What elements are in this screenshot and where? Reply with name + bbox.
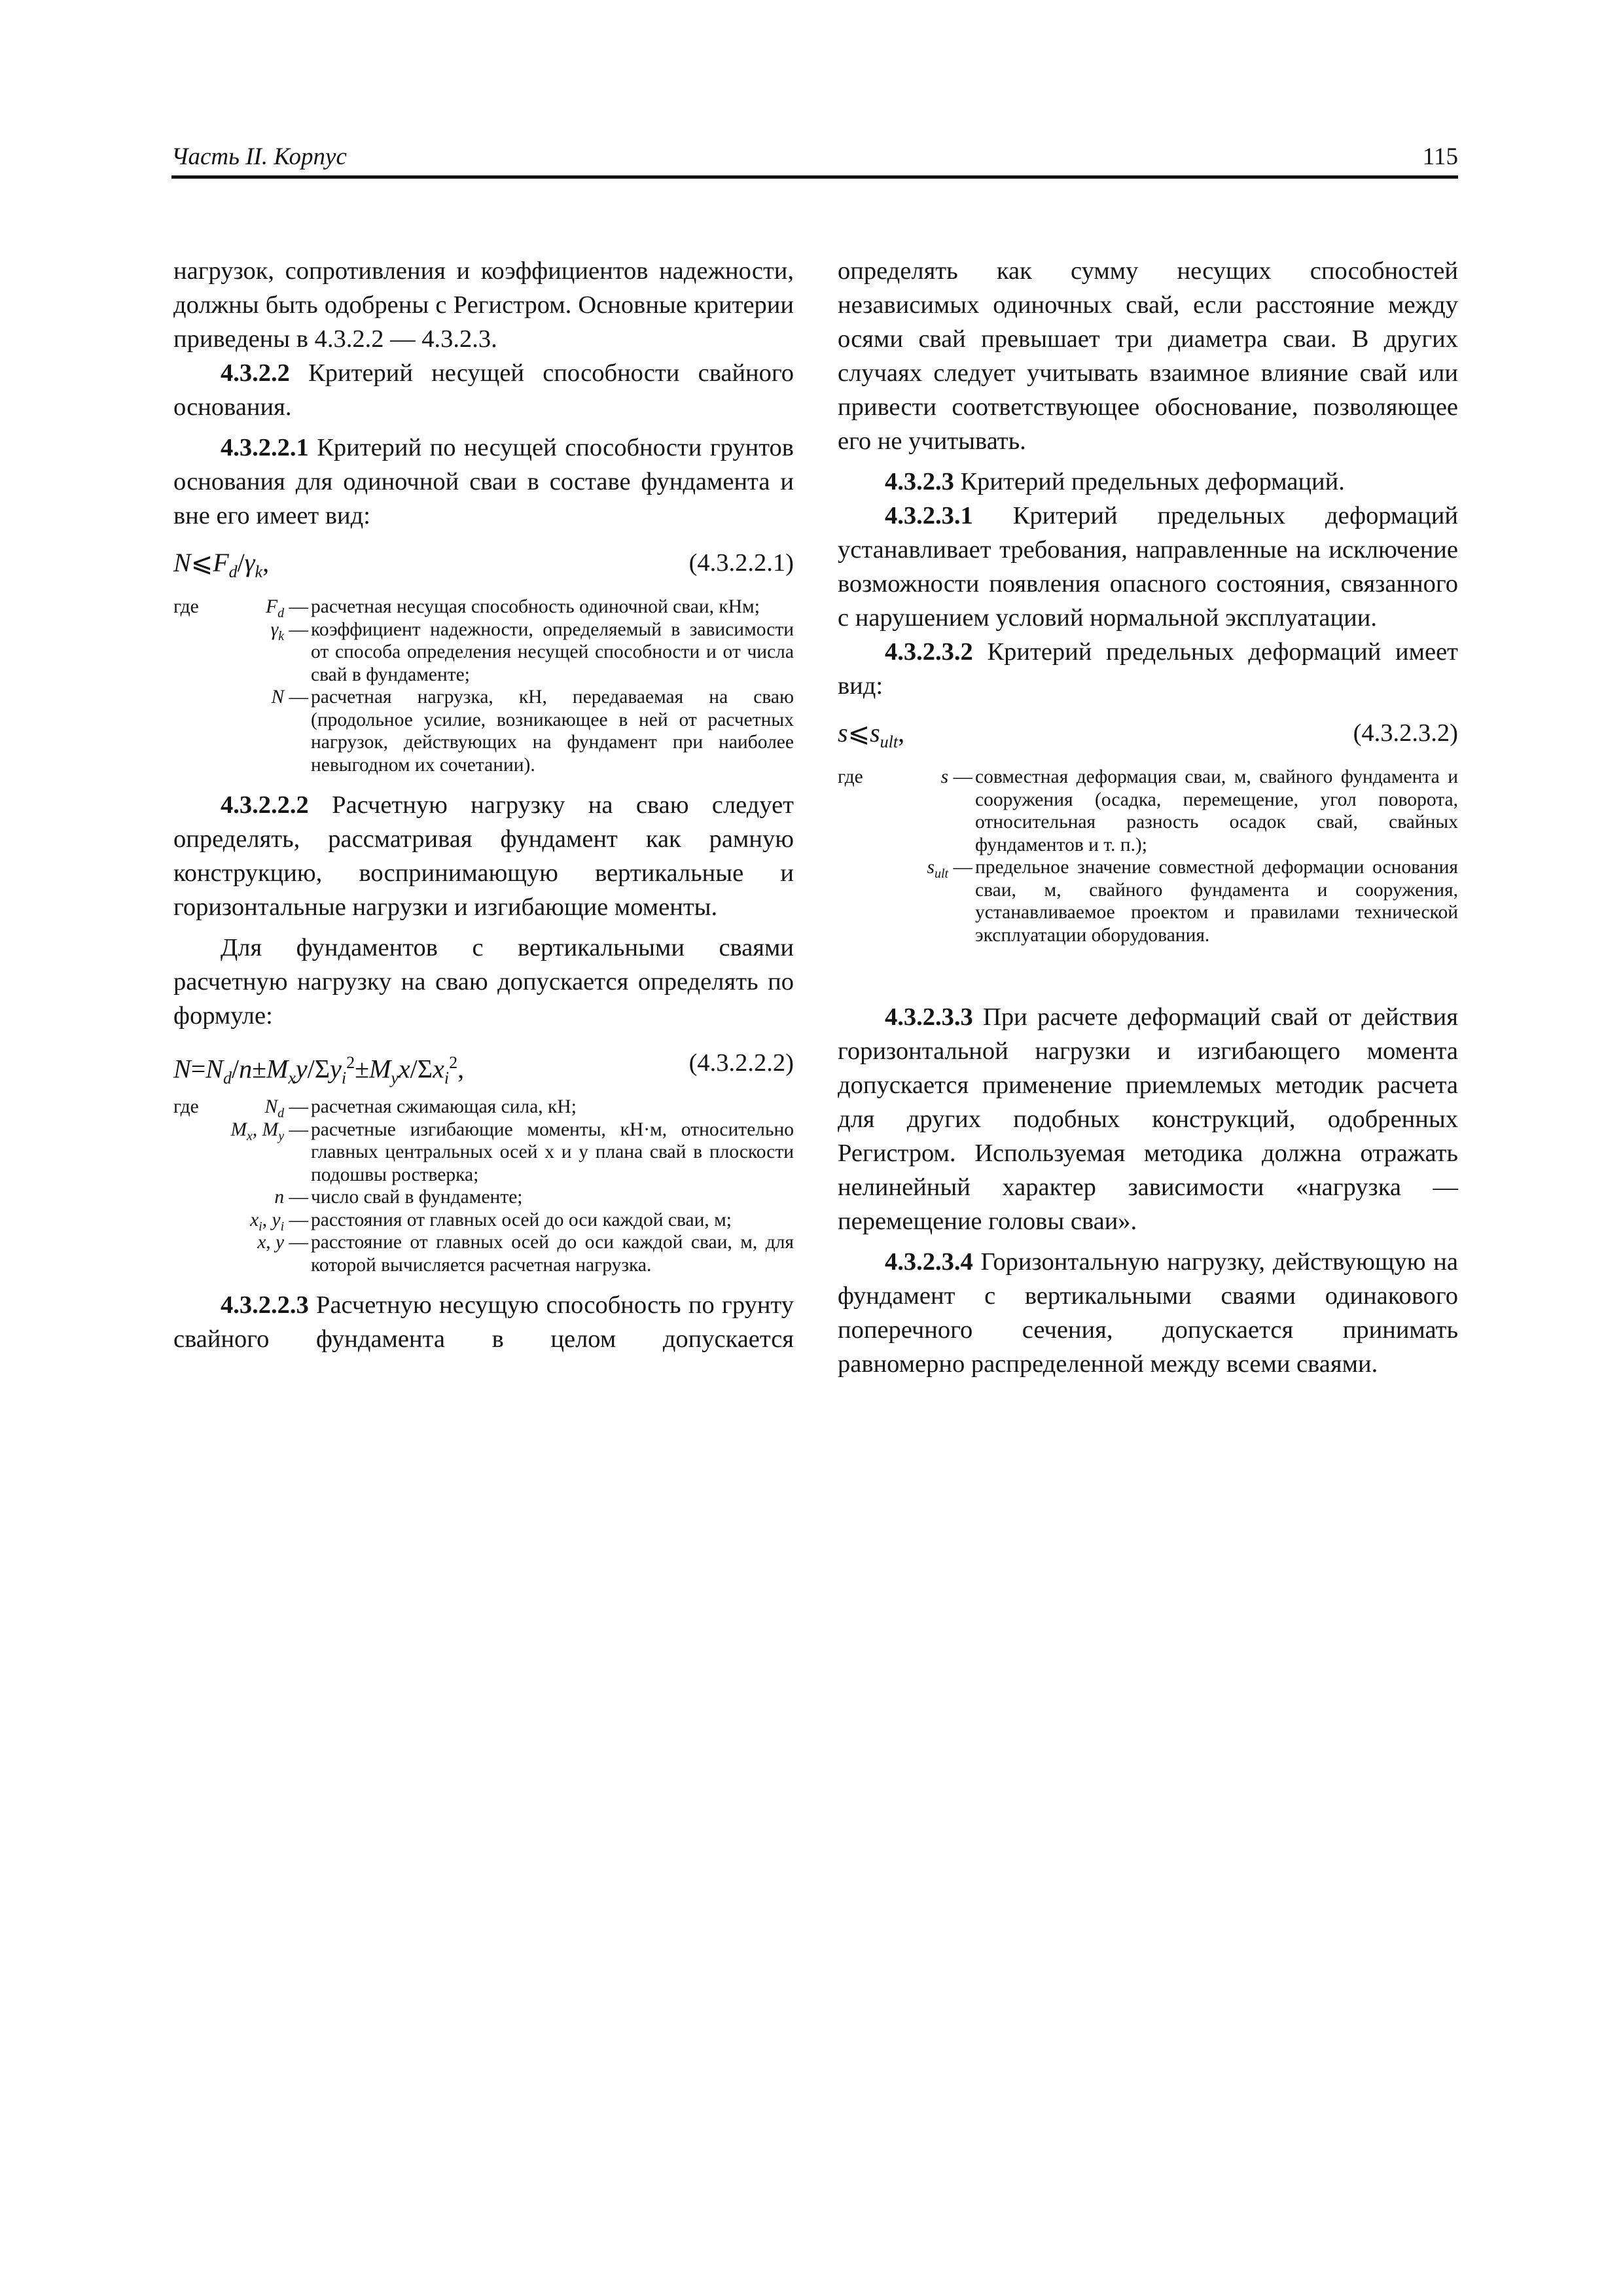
paragraph-text: Критерий предельных деформаций устанавливает требования, направленные на исключение возможности появления опасного состояния, связанного с нарушением условий нормальной эксплуатации.: [838, 502, 1458, 632]
paragraph: [838, 1245, 1458, 1381]
definition-text: расчетная сжимающая сила, кН;: [311, 1096, 577, 1117]
definition-symbol: $\gamma_k$ —: [270, 619, 308, 643]
paragraph: [838, 1000, 1458, 1238]
paragraph: нагрузок, сопротивления и коэффициентов надежности, должны быть одобрены с Регистром. Основные критерии приведены в 4.3.2.2 — 4.3.2.3.: [173, 257, 794, 353]
definition-symbol: s —: [940, 766, 972, 787]
where-label: где: [173, 1096, 199, 1117]
where-label: где: [173, 596, 199, 617]
definition-item: [173, 1231, 794, 1276]
formula-4-3-2-2-2: [173, 1046, 794, 1088]
formula-number: (4.3.2.3.2): [1353, 719, 1458, 747]
formula-expression: $N=N_d/n\pm M_xy/\Sigma y_i^2\pm M_yx/\Sigma x_i^2$,: [173, 1053, 465, 1088]
paragraph-text: Расчетную несущую способность по грунту свайного фундамента в целом допускается: [173, 1291, 794, 1353]
paragraph: [173, 1288, 794, 1356]
definition-item: [838, 766, 1458, 856]
paragraph-text: Горизонтальную нагрузку, действующую на фундамент с вертикальными сваями одинакового поперечного сечения, допускается принимать равномерно распределенной между всеми сваями.: [838, 1248, 1458, 1378]
paragraph: определять как сумму несущих способностей независимых одиночных свай, если расстояние между осями свай превышает три диаметра сваи. В других случаях следует учитывать взаимное влияние свай или привести соответствующее обоснование, позволяющее его не учитывать.: [838, 257, 1458, 455]
right-column: [838, 254, 1458, 1381]
definitions-list: [838, 766, 1458, 946]
section-number: 4.3.2.3.4: [885, 1248, 973, 1276]
definition-text: число свай в фундаменте;: [311, 1187, 523, 1208]
definition-text: совместная деформация сваи, м, свайного фундамента и сооружения (осадка, перемещение, угол поворота, относительная разность осадок свай, свайных фундаментов и т. п.);: [975, 766, 1458, 855]
formula-expression: $N⩽F_d/\gamma_k$,: [173, 548, 270, 581]
paragraph-text: Критерий несущей способности свайного основания.: [173, 359, 794, 421]
definition-text: расстояние от главных осей до оси каждой сваи, м, для которой вычисляется расчетная нагрузка.: [311, 1232, 794, 1276]
definition-symbol: N —: [271, 687, 308, 708]
definition-symbol: $x_i$, $y_i$ —: [250, 1209, 308, 1234]
paragraph-text: Критерий предельных деформаций имеет вид:: [838, 638, 1458, 700]
definition-symbol: x, y —: [257, 1232, 308, 1253]
definition-text: предельное значение совместной деформации основания сваи, м, свайного фундамента и сооружения, устанавливаемое проектом и правилами технической эксплуатации оборудования.: [975, 857, 1458, 946]
definition-item: [838, 856, 1458, 946]
section-number: 4.3.2.2.2: [221, 791, 309, 819]
definition-symbol: $M_x$, $M_y$ —: [230, 1119, 308, 1143]
section-number: 4.3.2.2: [221, 359, 290, 387]
paragraph: [173, 356, 794, 424]
paragraph-text: Критерий по несущей способности грунтов основания для одиночной сваи в составе фундамента и вне его имеет вид:: [173, 434, 794, 529]
definition-symbol: $s_{ult}$ —: [927, 857, 972, 881]
definitions-list: [173, 596, 794, 776]
page-number: 115: [1422, 143, 1458, 170]
formula-number: (4.3.2.2.1): [688, 549, 794, 577]
paragraph: [173, 788, 794, 924]
section-number: 4.3.2.3.3: [885, 1003, 973, 1031]
definition-text: коэффициент надежности, определяемый в зависимости от способа определения несущей способности и от числа свай в фундаменте;: [311, 619, 794, 685]
definitions-list: [173, 1096, 794, 1276]
definition-item: [173, 686, 794, 776]
definition-text: расчетные изгибающие моменты, кН·м, относительно главных центральных осей x и y плана свай в плоскости подошвы ростверка;: [311, 1119, 794, 1185]
paragraph: Для фундаментов с вертикальными сваями расчетную нагрузку на сваю допускается определять по формуле:: [173, 934, 794, 1030]
definition-item: [173, 1186, 794, 1209]
definition-symbol: $N_d$ —: [264, 1096, 308, 1121]
definition-text: расчетная нагрузка, кН, передаваемая на сваю (продольное усилие, возникающее в ней от расчетных нагрузок, действующих на фундамент при наиболее невыгодном их сочетании).: [311, 687, 794, 776]
formula-4-3-2-2-1: [173, 546, 794, 584]
definition-item: [173, 1096, 794, 1119]
formula-4-3-2-3-2: [838, 716, 1458, 754]
definition-item: [173, 1209, 794, 1232]
definition-symbol: n —: [274, 1187, 308, 1208]
paragraph-text: Расчетную нагрузку на сваю следует определять, рассматривая фундамент как рамную конструкцию, воспринимающую вертикальные и горизонтальные нагрузки и изгибающие моменты.: [173, 791, 794, 921]
formula-expression: $s⩽s_{ult}$,: [838, 718, 905, 751]
definition-item: [173, 1119, 794, 1187]
paragraph: [838, 635, 1458, 703]
definition-item: [173, 596, 794, 619]
section-number: 4.3.2.3: [885, 468, 954, 495]
section-number: 4.3.2.3.1: [885, 502, 973, 529]
definition-symbol: $F_d$ —: [266, 596, 308, 620]
page-header-title: Часть II. Корпус: [171, 143, 347, 170]
formula-number: (4.3.2.2.2): [688, 1049, 794, 1077]
paragraph-text: При расчете деформаций свай от действия горизонтальной нагрузки и изгибающего момента допускается применение приемлемых методик расчета для других подобных конструкций, одобренных Регистром. Используемая методика должна отражать нелинейный характер зависимости «нагрузка — перемещение головы сваи».: [838, 1003, 1458, 1235]
section-number: 4.3.2.2.3: [221, 1291, 309, 1319]
paragraph-text: Критерий предельных деформаций.: [954, 468, 1345, 495]
left-column: [173, 254, 794, 1356]
header-rule: [171, 175, 1458, 179]
paragraph: [838, 465, 1458, 499]
section-number: 4.3.2.2.1: [221, 434, 309, 461]
definition-text: расчетная несущая способность одиночной сваи, кНм;: [311, 596, 760, 617]
paragraph: [173, 431, 794, 533]
spacer: [838, 958, 1458, 1000]
section-number: 4.3.2.3.2: [885, 638, 973, 666]
where-label: где: [838, 766, 863, 787]
definition-item: [173, 619, 794, 687]
definition-text: расстояния от главных осей до оси каждой сваи, м;: [311, 1209, 732, 1230]
paragraph: [838, 499, 1458, 635]
